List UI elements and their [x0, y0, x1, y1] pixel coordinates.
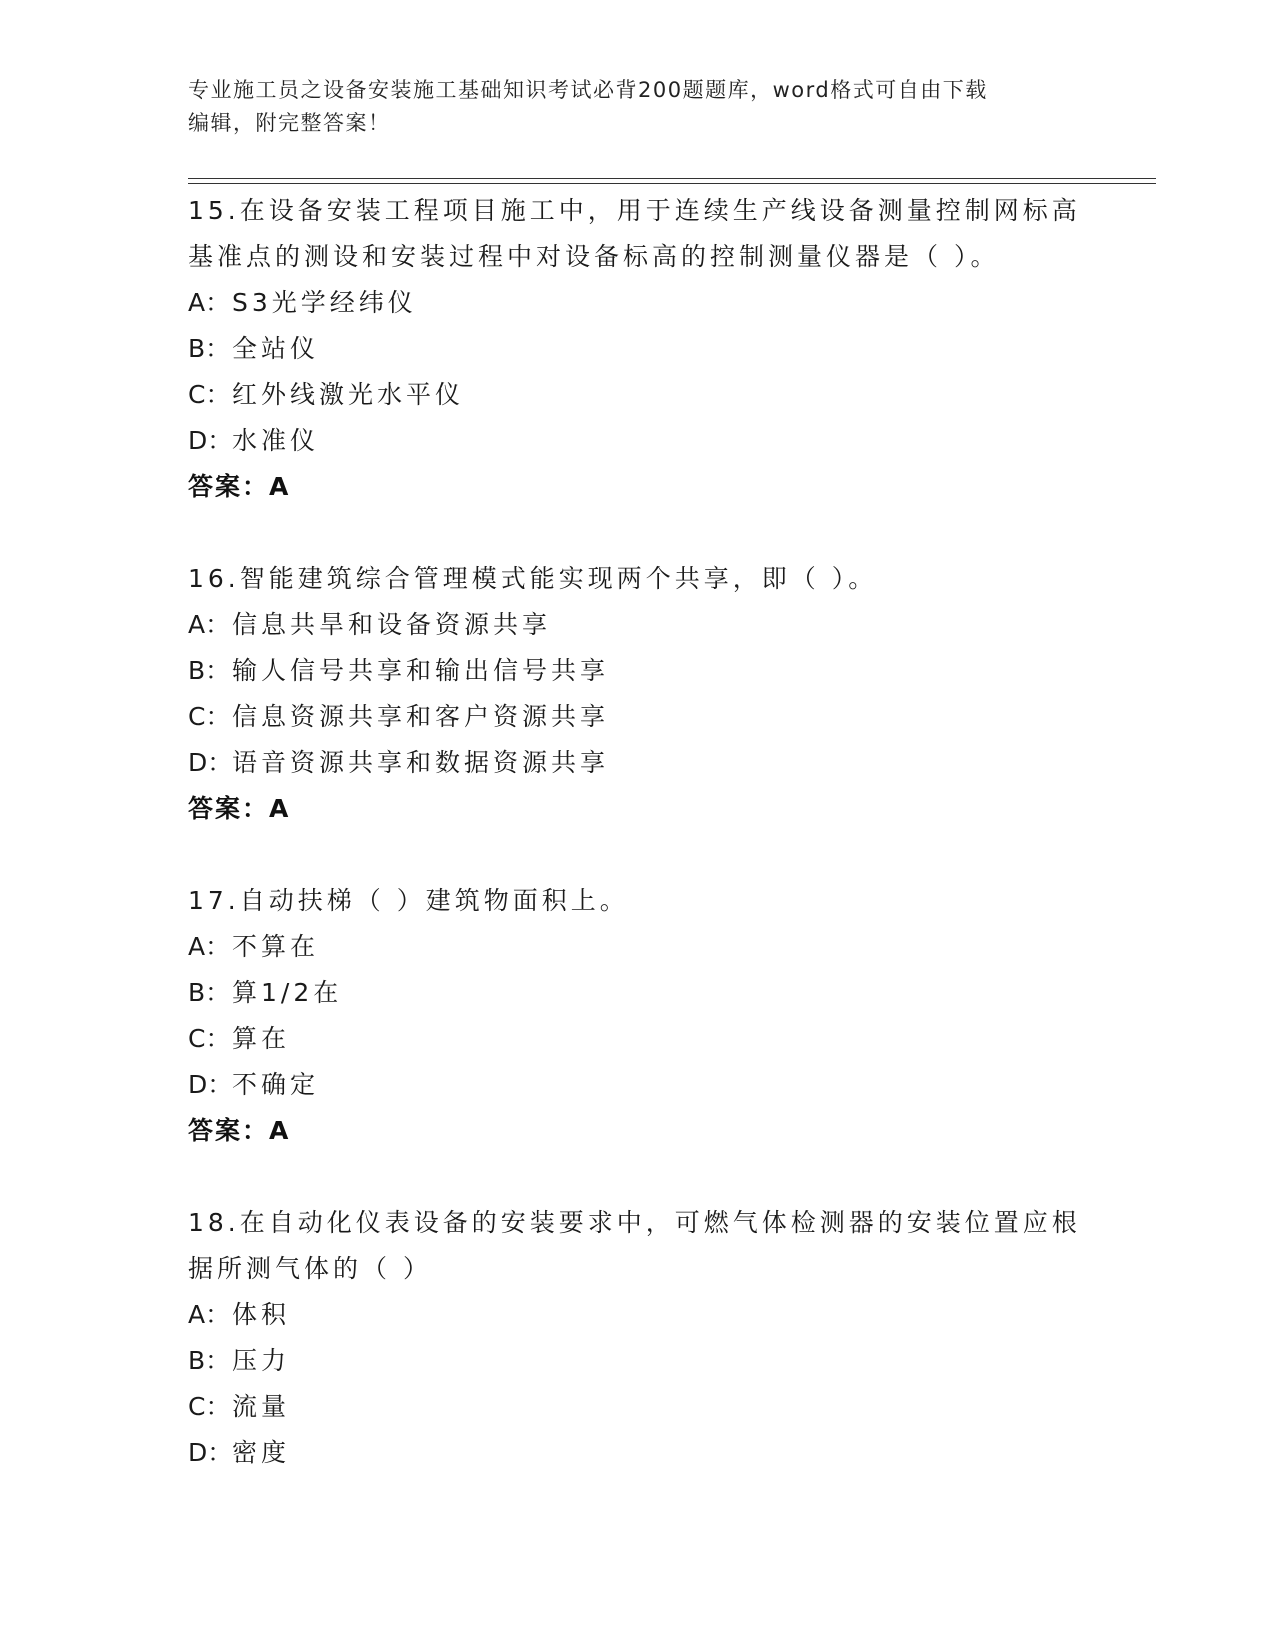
option-text: 不确定 — [232, 1070, 320, 1099]
header-line-1: 专业施工员之设备安装施工基础知识考试必背200题题库，word格式可自由下载 — [188, 78, 988, 102]
option-key: C： — [188, 380, 231, 409]
option-text: 水准仪 — [232, 426, 320, 455]
option-key: B： — [188, 978, 231, 1007]
stem-line: 16.智能建筑综合管理模式能实现两个共享，即（ ）。 — [188, 564, 878, 593]
stem-line: 15.在设备安装工程项目施工中，用于连续生产线设备测量控制网标高 — [188, 196, 1081, 225]
option-text: 全站仪 — [232, 334, 320, 363]
option-text: 流量 — [232, 1392, 291, 1421]
option-text: 算1/2在 — [232, 978, 343, 1007]
option-b — [188, 1338, 1088, 1384]
option-key: B： — [188, 1346, 231, 1375]
option-key: B： — [188, 334, 231, 363]
question-spacer — [188, 510, 1088, 556]
option-key: D： — [188, 1438, 233, 1467]
option-text: 算在 — [232, 1024, 291, 1053]
option-key: C： — [188, 1392, 231, 1421]
stem-line: 基准点的测设和安装过程中对设备标高的控制测量仪器是（ ）。 — [188, 242, 1000, 271]
question-stem — [188, 556, 1088, 602]
option-d — [188, 740, 1088, 786]
option-key: C： — [188, 1024, 231, 1053]
option-text: 输人信号共享和输出信号共享 — [232, 656, 610, 685]
option-text: 密度 — [232, 1438, 291, 1467]
option-text: 信息共旱和设备资源共享 — [232, 610, 552, 639]
question-spacer — [188, 832, 1088, 878]
option-text: 压力 — [232, 1346, 291, 1375]
header-line-2: 编辑，附完整答案！ — [188, 111, 391, 135]
option-text: S3光学经纬仪 — [232, 288, 417, 317]
option-text: 信息资源共享和客户资源共享 — [232, 702, 610, 731]
option-d — [188, 418, 1088, 464]
option-text: 红外线激光水平仪 — [232, 380, 465, 409]
option-c — [188, 694, 1088, 740]
answer-line: 答案：A — [188, 472, 291, 501]
option-a — [188, 924, 1088, 970]
option-key: C： — [188, 702, 231, 731]
option-text: 不算在 — [232, 932, 320, 961]
option-c — [188, 372, 1088, 418]
question-16 — [188, 556, 1088, 832]
option-b — [188, 648, 1088, 694]
option-d — [188, 1430, 1088, 1476]
option-a — [188, 280, 1088, 326]
stem-line: 据所测气体的（ ） — [188, 1254, 432, 1283]
question-stem — [188, 1200, 1088, 1292]
question-stem — [188, 878, 1088, 924]
option-key: D： — [188, 426, 233, 455]
question-18 — [188, 1200, 1088, 1476]
option-key: A： — [188, 610, 231, 639]
question-spacer — [188, 1154, 1088, 1200]
header-divider-bottom — [188, 183, 1156, 184]
option-c — [188, 1016, 1088, 1062]
document-header — [188, 74, 1088, 140]
option-b — [188, 970, 1088, 1016]
stem-line: 17.自动扶梯（ ）建筑物面积上。 — [188, 886, 629, 915]
question-15 — [188, 188, 1088, 510]
option-key: B： — [188, 656, 231, 685]
header-divider-top — [188, 178, 1156, 179]
answer-line: 答案：A — [188, 794, 291, 823]
answer-line: 答案：A — [188, 1116, 291, 1145]
question-17 — [188, 878, 1088, 1154]
option-key: D： — [188, 748, 233, 777]
option-d — [188, 1062, 1088, 1108]
option-a — [188, 602, 1088, 648]
option-text: 语音资源共享和数据资源共享 — [232, 748, 610, 777]
option-key: A： — [188, 288, 231, 317]
option-key: A： — [188, 1300, 231, 1329]
option-b — [188, 326, 1088, 372]
option-key: D： — [188, 1070, 233, 1099]
option-c — [188, 1384, 1088, 1430]
option-a — [188, 1292, 1088, 1338]
option-text: 体积 — [232, 1300, 291, 1329]
question-stem — [188, 188, 1088, 280]
option-key: A： — [188, 932, 231, 961]
question-list — [188, 188, 1088, 1476]
stem-line: 18.在自动化仪表设备的安装要求中，可燃气体检测器的安装位置应根 — [188, 1208, 1081, 1237]
